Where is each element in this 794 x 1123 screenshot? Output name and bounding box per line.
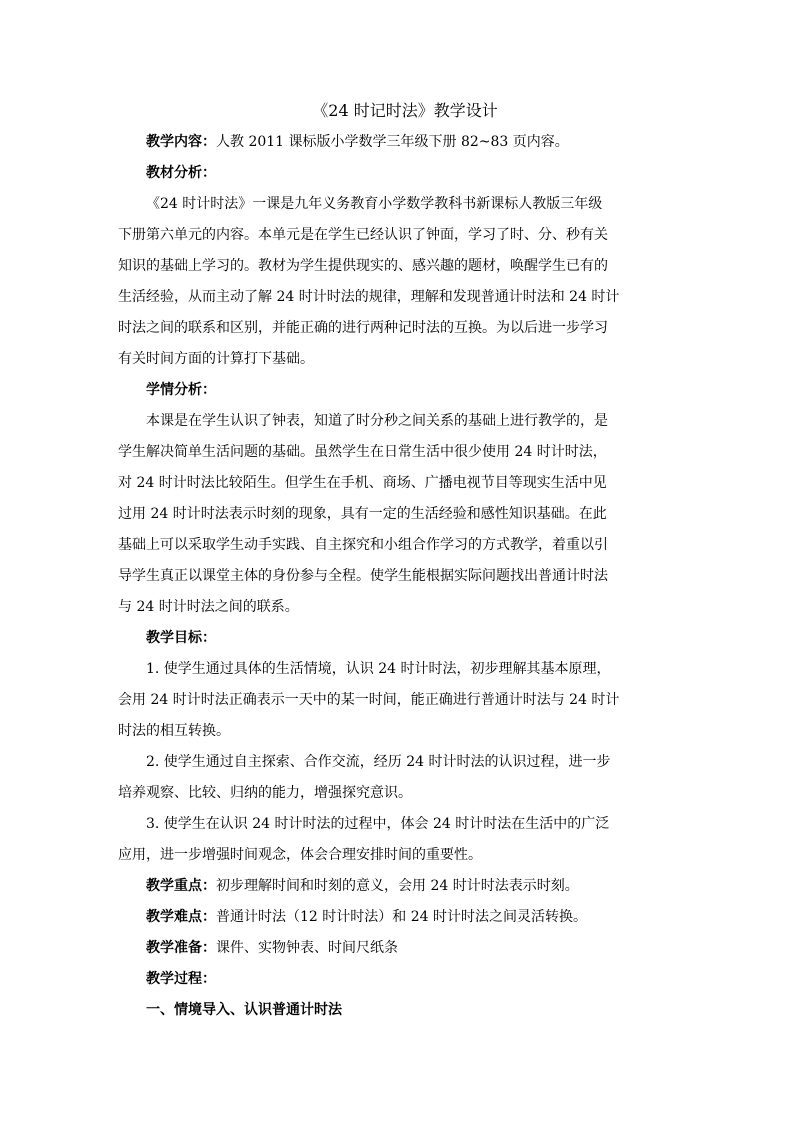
textbook-analysis-heading: 教材分析：: [146, 165, 216, 181]
student-line: 学生解决简单生活问题的基础。虽然学生在日常生活中很少使用 24 时计时法，: [118, 444, 607, 460]
goal-3-line: 3. 使学生在认识 24 时计时法的过程中，体会 24 时计时法在生活中的广泛: [146, 816, 610, 832]
analysis-line: 知识的基础上学习的。教材为学生提供现实的、感兴趣的题材，唤醒学生已有的: [118, 258, 608, 274]
goal-1-line: 会用 24 时计时法正确表示一天中的某一时间，能正确进行普通计时法与 24 时计: [118, 692, 620, 708]
teaching-difficulty-line: [118, 902, 678, 933]
section-1-heading: 一、情境导入、认识普通计时法: [146, 1002, 342, 1018]
teaching-difficulty-text: 普通计时法（12 时计时法）和 24 时计时法之间灵活转换。: [216, 909, 587, 925]
student-line: 基础上可以采取学生动手实践、自主探究和小组合作学习的方式教学，着重以引: [118, 537, 608, 553]
teaching-key-line: [118, 871, 678, 902]
teaching-content-text: 人教 2011 课标版小学数学三年级下册 82~83 页内容。: [216, 134, 569, 150]
teaching-key-label: 教学重点：: [146, 878, 216, 894]
teaching-difficulty-label: 教学难点：: [146, 909, 216, 925]
student-analysis-heading: 学情分析：: [146, 382, 216, 398]
teaching-process-heading: 教学过程：: [146, 971, 216, 987]
student-line: 与 24 时计时法之间的联系。: [118, 599, 299, 615]
goal-1-line: 1. 使学生通过具体的生活情境，认识 24 时计时法，初步理解其基本原理，: [146, 661, 611, 677]
goal-2-line: 2. 使学生通过自主探索、合作交流，经历 24 时计时法的认识过程，进一步: [146, 754, 611, 770]
student-line: 对 24 时计时法比较陌生。但学生在手机、商场、广播电视节目等现实生活中见: [118, 475, 607, 491]
analysis-line: 下册第六单元的内容。本单元是在学生已经认识了钟面，学习了时、分、秒有关: [118, 227, 608, 243]
teaching-prep-label: 教学准备：: [146, 940, 216, 956]
student-line: 本课是在学生认识了钟表，知道了时分秒之间关系的基础上进行教学的，是: [146, 413, 608, 429]
analysis-line: 生活经验，从而主动了解 24 时计时法的规律，理解和发现普通计时法和 24 时计: [118, 289, 620, 305]
goal-1-line: 时法的相互转换。: [118, 723, 230, 739]
goal-2-line: 培养观察、比较、归纳的能力，增强探究意识。: [118, 785, 412, 801]
teaching-content-label: 教学内容：: [146, 134, 216, 150]
student-line: 导学生真正以课堂主体的身份参与全程。使学生能根据实际问题找出普通计时法: [118, 568, 608, 584]
analysis-line: 时法之间的联系和区别，并能正确的进行两种记时法的互换。为以后进一步学习: [118, 320, 608, 336]
document-page: [118, 98, 678, 1026]
analysis-line: 《24 时计时法》一课是九年义务教育小学数学教科书新课标人教版三年级: [146, 196, 603, 212]
teaching-content-line: [118, 127, 678, 158]
teaching-key-text: 初步理解时间和时刻的意义，会用 24 时计时法表示时刻。: [216, 878, 579, 894]
teaching-goals-heading: 教学目标：: [146, 630, 216, 646]
document-title: 《24 时记时法》教学设计: [312, 101, 498, 120]
teaching-prep-text: 课件、实物钟表、时间尺纸条: [216, 940, 398, 956]
student-line: 过用 24 时计时法表示时刻的现象，具有一定的生活经验和感性知识基础。在此: [118, 506, 607, 522]
goal-3-line: 应用，进一步增强时间观念，体会合理安排时间的重要性。: [118, 847, 482, 863]
analysis-line: 有关时间方面的计算打下基础。: [118, 351, 314, 367]
teaching-prep-line: [118, 933, 678, 964]
